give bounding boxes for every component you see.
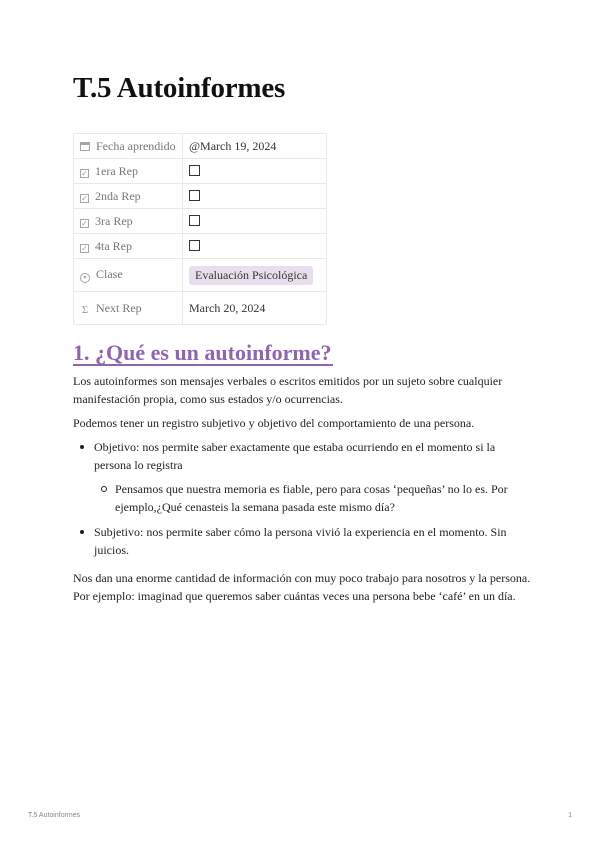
checkbox-property-icon: ✓: [81, 168, 88, 178]
bullet-subjetivo-text: Subjetivo: nos permite saber cómo la persona vivió la experiencia en el momento. Sin juicios.: [94, 525, 507, 557]
checkbox-4ta-rep[interactable]: [189, 240, 200, 251]
bullet-list: [73, 438, 528, 566]
property-row-clase: [74, 259, 327, 292]
property-value-cell: [183, 234, 327, 259]
property-name: 1era Rep: [95, 163, 138, 178]
properties-table: [73, 133, 327, 325]
checkbox-property-icon: ✓: [81, 218, 88, 228]
property-name-cell: [74, 234, 183, 259]
property-value-cell: [183, 259, 327, 292]
property-name-cell: [74, 292, 183, 325]
bullet-objetivo-text: Objetivo: nos permite saber exactamente que estaba ocurriendo en el momento si la persona lo registra: [94, 440, 496, 472]
property-name: 3ra Rep: [95, 213, 133, 228]
property-row-next-rep: [74, 292, 327, 325]
checkbox-property-icon: ✓: [81, 243, 88, 253]
property-value-cell: [183, 159, 327, 184]
property-value-cell: [183, 209, 327, 234]
property-name: 2nda Rep: [95, 188, 141, 203]
footer-title: T.5 Autoinformes: [28, 812, 81, 819]
paragraph-registro: Podemos tener un registro subjetivo y objetivo del comportamiento de una persona.: [73, 416, 475, 430]
property-name: Clase: [96, 267, 123, 281]
property-row-1era-rep: [74, 159, 327, 184]
formula-value: March 20, 2024: [183, 292, 327, 325]
checkbox-3ra-rep[interactable]: [189, 215, 200, 226]
property-row-fecha: [74, 134, 327, 159]
checkbox-property-icon: ✓: [81, 193, 88, 203]
property-name-cell: [74, 259, 183, 292]
paragraph-definition: Los autoinformes son mensajes verbales o escritos emitidos por un sujeto sobre cualquier manifestación propia, como sus estados y/o ocurrencias.: [73, 374, 503, 406]
page-title: T.5 Autoinformes: [73, 72, 286, 104]
select-icon: ▾: [80, 273, 90, 283]
property-row-3ra-rep: [74, 209, 327, 234]
property-name-cell: [74, 159, 183, 184]
section-heading: 1. ¿Qué es un autoinforme?: [73, 340, 332, 365]
paragraph-cafe-example: Nos dan una enorme cantidad de información con muy poco trabajo para nosotros y la persona. Por ejemplo: imaginad que queremos saber cuántas veces una persona bebe ‘café’ en un día.: [73, 571, 531, 603]
calendar-icon: [80, 142, 90, 151]
property-name-cell: [74, 184, 183, 209]
property-name: 4ta Rep: [95, 238, 132, 253]
checkbox-2nda-rep[interactable]: [189, 190, 200, 201]
page-number: 1: [568, 812, 572, 819]
sub-bullet-text: Pensamos que nuestra memoria es fiable, pero para cosas ‘pequeñas’ no lo es. Por ejemplo,¿Qué cenasteis la semana pasada este mismo día?: [115, 482, 508, 514]
property-name-cell: [74, 209, 183, 234]
list-item: [73, 438, 528, 516]
clase-tag[interactable]: Evaluación Psicológica: [189, 266, 313, 285]
checkbox-1era-rep[interactable]: [189, 165, 200, 176]
property-row-4ta-rep: [74, 234, 327, 259]
property-name-cell: [74, 134, 183, 159]
list-item: [94, 480, 528, 516]
date-value[interactable]: @March 19, 2024: [183, 134, 327, 159]
property-name: Next Rep: [96, 300, 142, 315]
property-row-2nda-rep: [74, 184, 327, 209]
sigma-icon: Σ: [81, 303, 89, 316]
property-name: Fecha aprendido: [96, 138, 176, 153]
list-item: [73, 523, 528, 559]
sub-bullet-list: [94, 480, 528, 516]
property-value-cell: [183, 184, 327, 209]
heading-underline: [73, 364, 333, 366]
